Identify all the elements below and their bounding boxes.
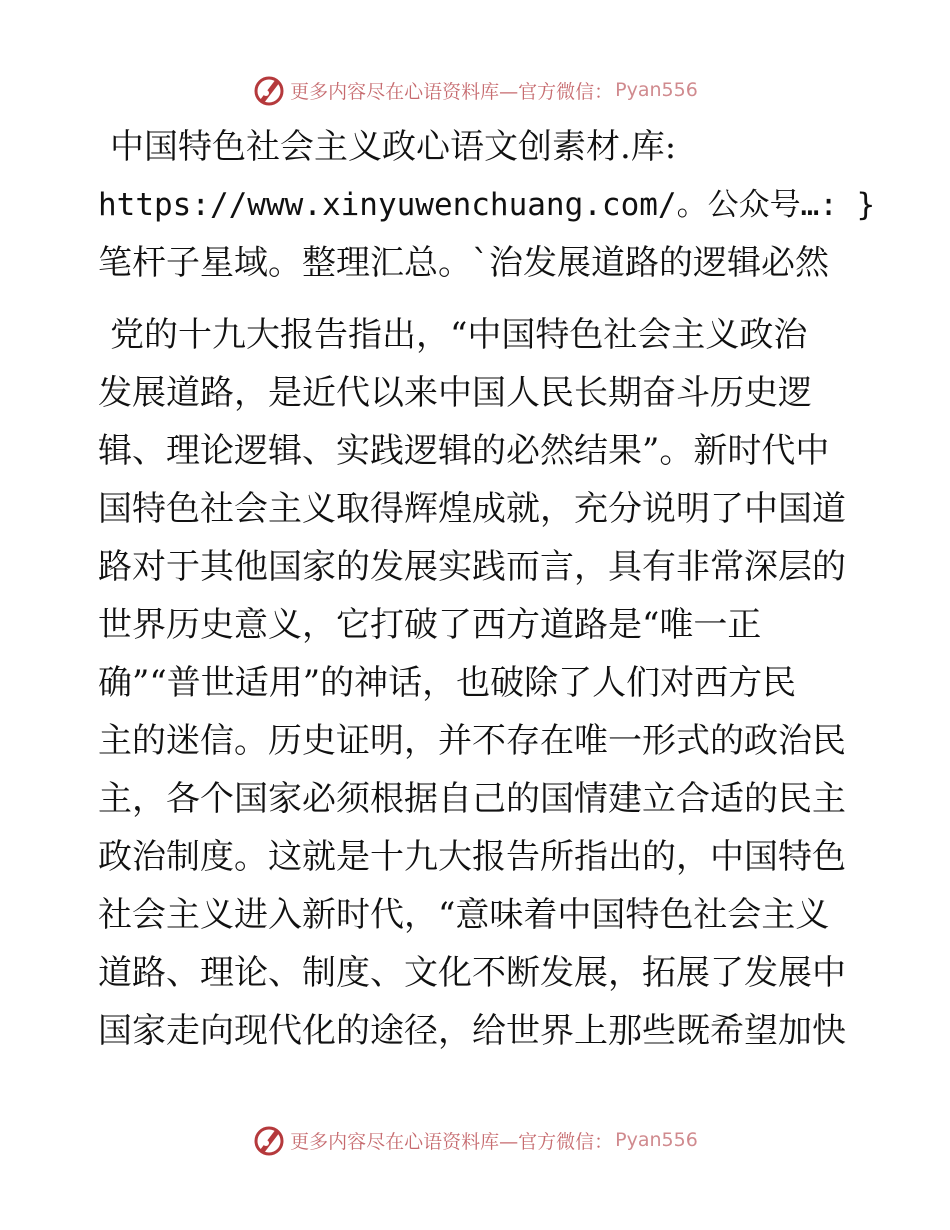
body-line-5: 路对于其他国家的发展实践而言，具有非常深层的 [98, 547, 846, 587]
banner-wechat-id: Pyan556 [615, 79, 698, 101]
body-line-1: 党的十九大报告指出，“中国特色社会主义政治 [110, 315, 808, 355]
body-line-8: 主的迷信。历史证明，并不存在唯一形式的政治民 [98, 721, 846, 761]
banner-text: 更多内容尽在心语资料库—官方微信： [290, 1130, 614, 1153]
body-line-13: 国家走向现代化的途径，给世界上那些既希望加快 [98, 1011, 846, 1051]
body-line-3: 辑、理论逻辑、实践逻辑的必然结果”。新时代中 [98, 431, 830, 471]
body-line-12: 道路、理论、制度、文化不断发展，拓展了发展中 [98, 953, 846, 993]
body-line-2: 发展道路，是近代以来中国人民长期奋斗历史逻 [98, 373, 812, 413]
banner-text: 更多内容尽在心语资料库—官方微信： [290, 80, 614, 103]
body-line-11: 社会主义进入新时代，“意味着中国特色社会主义 [98, 895, 830, 935]
pen-logo-icon [252, 1123, 286, 1157]
header-banner [0, 68, 950, 112]
body-line-7: 确”“普世适用”的神话，也破除了人们对西方民 [98, 663, 797, 703]
header-line-3: 笔杆子星域。整理汇总。`治发展道路的逻辑必然 [98, 243, 829, 283]
pen-logo-icon [252, 73, 286, 107]
body-line-6: 世界历史意义，它打破了西方道路是“唯一正 [98, 605, 762, 645]
footer-banner [0, 1118, 950, 1162]
banner-wechat-id: Pyan556 [615, 1129, 698, 1151]
header-line-2: https://www.xinyuwenchuang.com/。公众号…: } [98, 187, 876, 223]
header-line-1: 中国特色社会主义政心语文创素材.库: [110, 127, 677, 167]
body-line-10: 政治制度。这就是十九大报告所指出的，中国特色 [98, 837, 846, 877]
body-line-4: 国特色社会主义取得辉煌成就，充分说明了中国道 [98, 489, 846, 529]
body-line-9: 主，各个国家必须根据自己的国情建立合适的民主 [98, 779, 846, 819]
